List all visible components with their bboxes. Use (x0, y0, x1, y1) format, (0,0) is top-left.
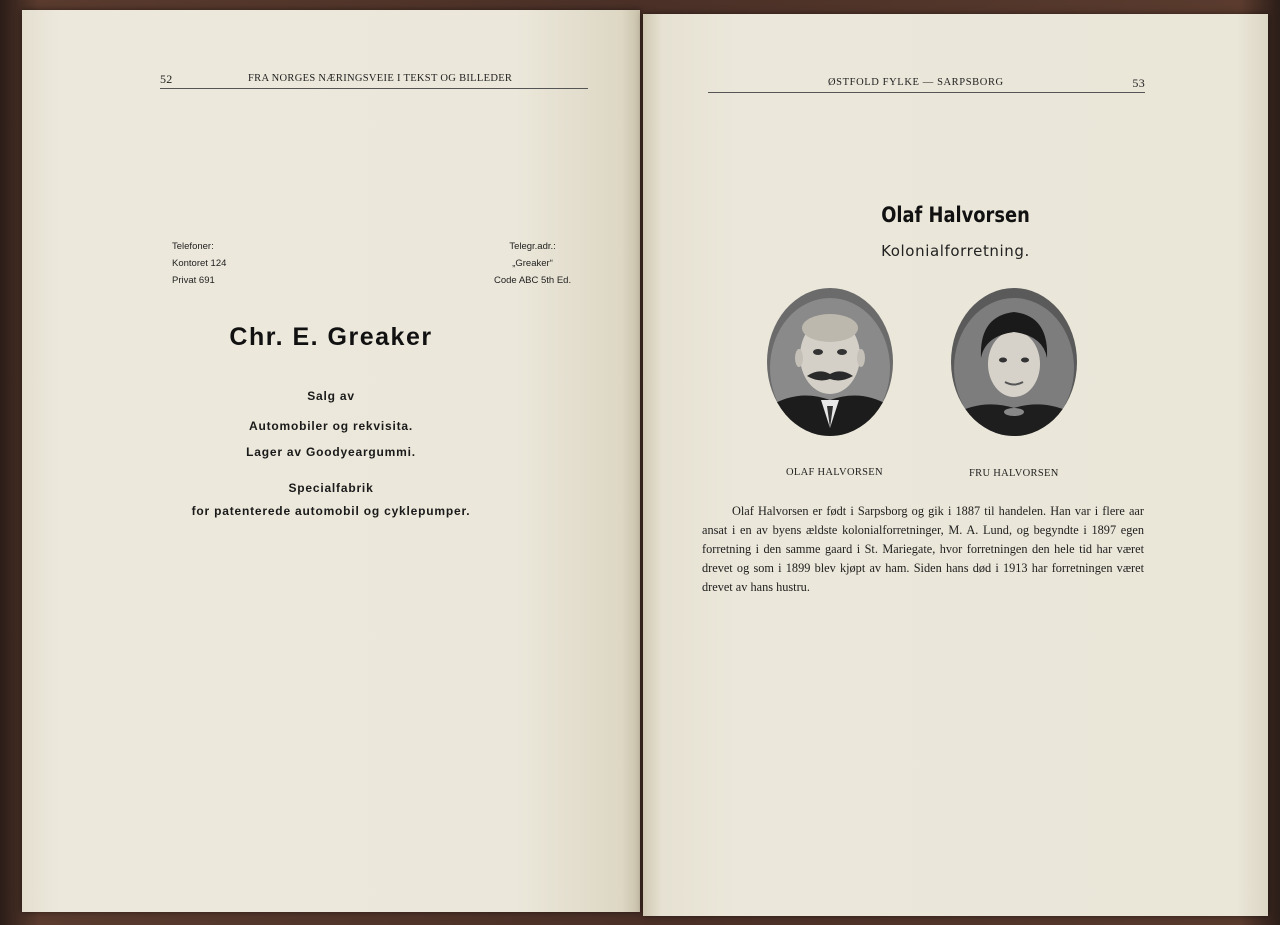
running-head-text-left: FRA NORGES NÆRINGSVEIE I TEKST OG BILLEDER (248, 73, 513, 84)
running-head-left (160, 72, 588, 89)
running-head-text-right: ØSTFOLD FYLKE — SARPSBORG (828, 77, 1004, 88)
caption-olaf-halvorsen: OLAF HALVORSEN (786, 467, 883, 478)
article-title: Olaf Halvorsen (881, 203, 1030, 227)
ad-line-automobiles: Automobiler og rekvisita. (248, 419, 414, 433)
right-page (643, 14, 1268, 916)
ad-line-goodyear: Lager av Goodyeargummi. (246, 445, 416, 459)
ad-line-sale: Salg av (307, 389, 355, 403)
telegraph-label: Telegr.adr.: (509, 241, 556, 252)
ad-line-specialfabrik: Specialfabrik (288, 481, 374, 495)
article-subtitle: Kolonialforretning. (881, 242, 1030, 260)
telegraph-code: Code ABC 5th Ed. (494, 275, 572, 286)
page-number-left: 52 (160, 72, 173, 86)
article-body (702, 502, 1144, 597)
private-phone: Privat 691 (172, 275, 215, 286)
ad-line-pumps: for patenterede automobil og cyklepumper. (191, 504, 471, 518)
body-paragraph: Olaf Halvorsen er født i Sarpsborg og gik i 1887 til handelen. Han var i flere aar ansat i en av byens ældste kolonialforretninger, M. A. Lund, og begyndte i 1897 egen forretning i den samme gaard i St. Mariegate, hvor forretningen den hele tid har været drevet og som i 1899 blev kjøpt av ham. Siden hans død i 1913 har forretningen været drevet av hans hustru. (702, 504, 1144, 594)
caption-fru-halvorsen: FRU HALVORSEN (969, 468, 1059, 479)
portrait-fru-halvorsen (951, 288, 1077, 436)
page-number-right: 53 (1132, 76, 1145, 90)
running-head-right (708, 76, 1145, 93)
telegraph-block (494, 238, 571, 289)
telegraph-address: „Greaker“ (512, 258, 553, 269)
telephone-block (172, 238, 226, 289)
telephone-label: Telefoner: (172, 241, 214, 252)
firm-name: Chr. E. Greaker (229, 323, 433, 351)
office-phone: Kontoret 124 (172, 258, 227, 269)
left-page (22, 10, 640, 912)
portrait-olaf-halvorsen (767, 288, 893, 436)
